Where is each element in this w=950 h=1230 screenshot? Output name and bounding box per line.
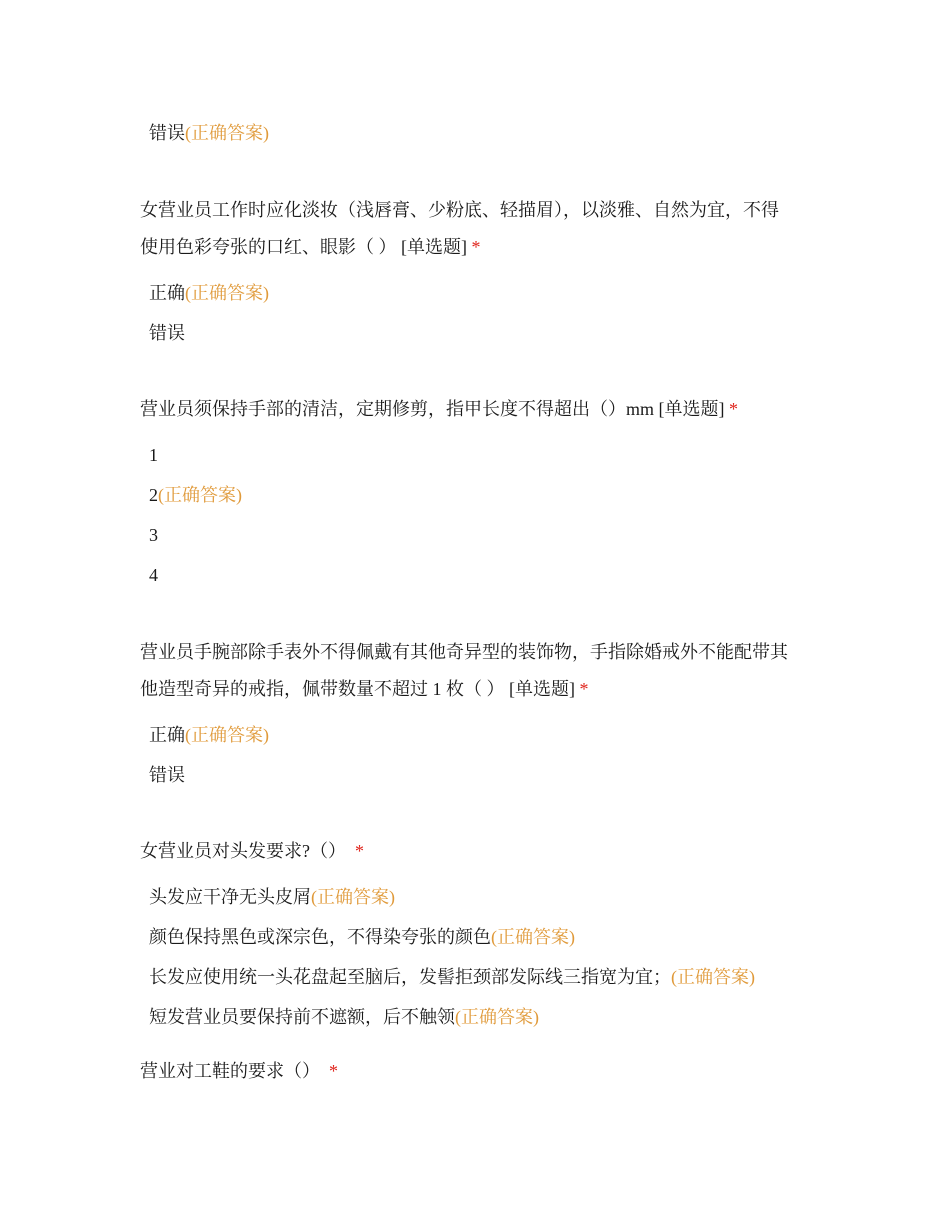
- q4-option-2[interactable]: 颜色保持黑色或深宗色，不得染夸张的颜色(正确答案): [149, 927, 575, 947]
- q2-option-1[interactable]: 1: [149, 445, 158, 465]
- q0-option-1[interactable]: 错误(正确答案): [149, 123, 269, 143]
- q1-text-line2: 使用色彩夸张的口红、眼影（ ） [单选题] *: [140, 237, 481, 257]
- q4-option-4[interactable]: 短发营业员要保持前不遮额，后不触领(正确答案): [149, 1007, 539, 1027]
- correct-answer-tag: (正确答案): [185, 123, 269, 143]
- correct-answer-tag: (正确答案): [158, 485, 242, 505]
- required-mark: *: [471, 237, 481, 257]
- q3-text-line2: 他造型奇异的戒指，佩带数量不超过 1 枚（ ） [单选题] *: [140, 679, 589, 699]
- required-mark: *: [579, 679, 589, 699]
- correct-answer-tag: (正确答案): [491, 927, 575, 947]
- q1-option-2[interactable]: 错误: [149, 323, 185, 343]
- required-mark: *: [355, 841, 364, 861]
- q2-option-2[interactable]: 2(正确答案): [149, 485, 242, 505]
- q1-option-1[interactable]: 正确(正确答案): [149, 283, 269, 303]
- q4-text-line1: 女营业员对头发要求?（） *: [140, 841, 364, 861]
- q5-text-line1: 营业对工鞋的要求（） *: [140, 1061, 338, 1081]
- correct-answer-tag: (正确答案): [671, 967, 755, 987]
- required-mark: *: [729, 399, 738, 419]
- q2-option-4[interactable]: 4: [149, 565, 158, 585]
- correct-answer-tag: (正确答案): [311, 887, 395, 907]
- correct-answer-tag: (正确答案): [185, 725, 269, 745]
- q3-option-2[interactable]: 错误: [149, 765, 185, 785]
- q4-option-3[interactable]: 长发应使用统一头花盘起至脑后，发髻拒颈部发际线三指宽为宜；(正确答案): [149, 967, 755, 987]
- required-mark: *: [329, 1061, 338, 1081]
- correct-answer-tag: (正确答案): [455, 1007, 539, 1027]
- q2-option-3[interactable]: 3: [149, 525, 158, 545]
- q4-option-1[interactable]: 头发应干净无头皮屑(正确答案): [149, 887, 395, 907]
- correct-answer-tag: (正确答案): [185, 283, 269, 303]
- q1-text-line1: 女营业员工作时应化淡妆（浅唇膏、少粉底、轻描眉），以淡雅、自然为宜，不得: [140, 200, 779, 220]
- q2-text-line1: 营业员须保持手部的清洁，定期修剪，指甲长度不得超出（）mm [单选题] *: [140, 399, 738, 419]
- q3-text-line1: 营业员手腕部除手表外不得佩戴有其他奇异型的装饰物，手指除婚戒外不能配带其: [140, 642, 788, 662]
- q3-option-1[interactable]: 正确(正确答案): [149, 725, 269, 745]
